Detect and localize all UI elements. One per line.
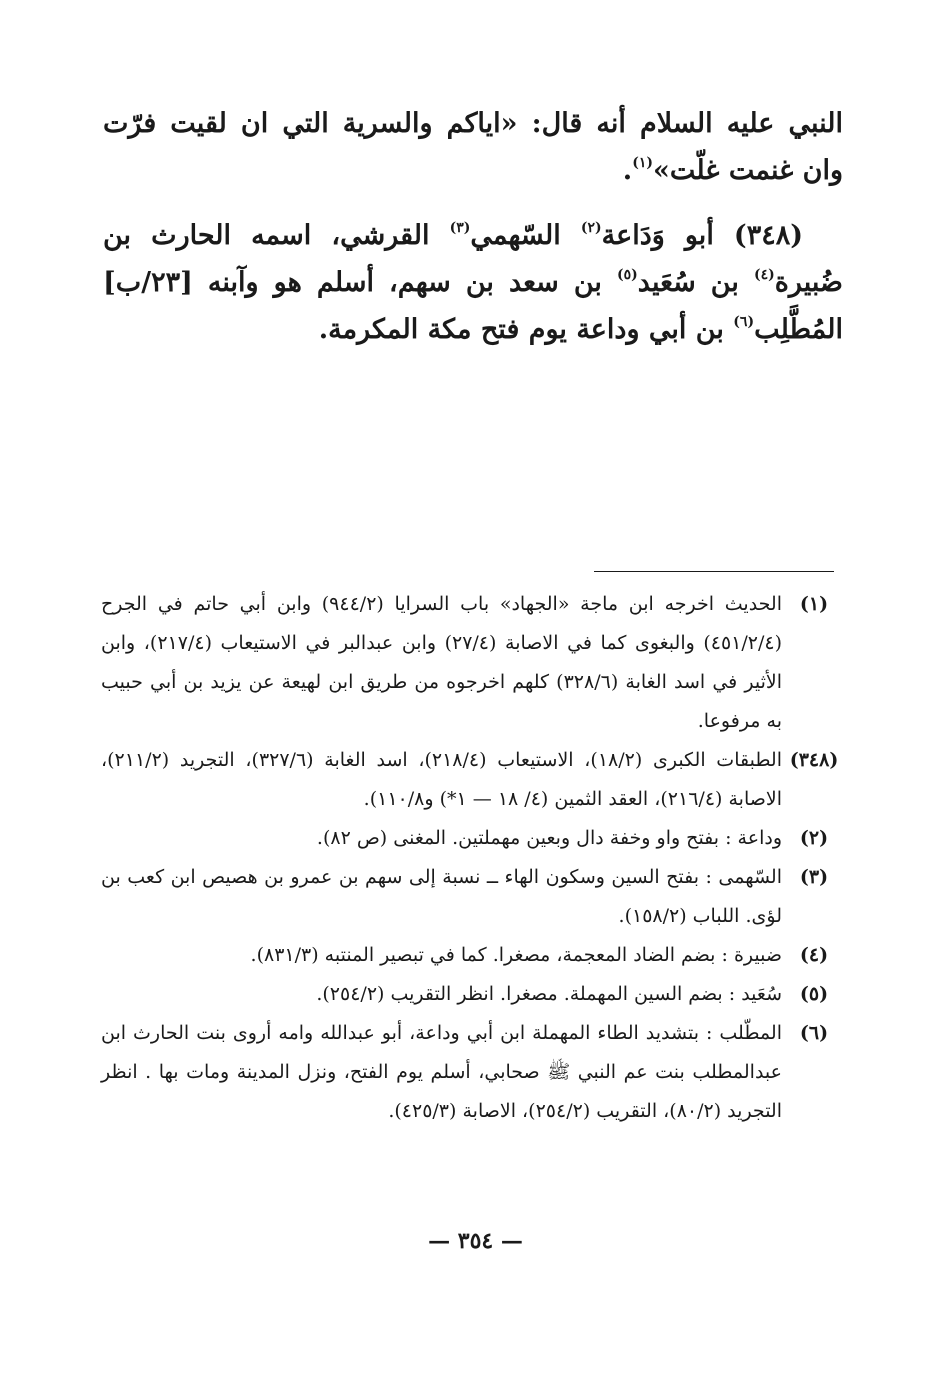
footnotes-section bbox=[101, 585, 846, 1131]
footnote-number: (٥) bbox=[799, 983, 829, 1005]
footnote-number: (٤) bbox=[799, 944, 829, 966]
footnote-ref-4: (٤) bbox=[753, 267, 775, 283]
footnote-ref-1: (١) bbox=[632, 155, 653, 171]
footnote-ref-5: (٥) bbox=[616, 267, 638, 283]
entry-text-5: بن سعد بن سهم، أسلم هو وآبنه [٢٣/ب] المُطَّلِب bbox=[103, 267, 843, 345]
page-number: — ٣٥٤ — bbox=[428, 1228, 523, 1254]
footnote-text: سُعَيد : بضم السين المهملة. مصغرا. انظر التقريب (٢٥٤/٢). bbox=[316, 983, 782, 1005]
footnote-item bbox=[101, 585, 846, 741]
footnote-text: الطبقات الكبرى (١٨/٢)، الاستيعاب (٢١٨/٤)، اسد الغابة (٣٢٧/٦)، التجريد (٢١١/٢)، الاصابة (٢١٦/٤)، العقد الثمين (٤/ ١٨ — ١*) و١١٠/٨). bbox=[101, 749, 782, 810]
footnote-separator-rule bbox=[594, 571, 834, 572]
main-paragraph-1 bbox=[103, 100, 843, 194]
entry-text-4: بن سُعَيد bbox=[637, 267, 754, 298]
footnote-number: (٣٤٨) bbox=[789, 749, 839, 771]
entry-text-2: السّهمي bbox=[470, 220, 581, 251]
footnote-ref-2: (٢) bbox=[580, 220, 602, 236]
footnote-item bbox=[101, 858, 846, 936]
paragraph-1-text: النبي عليه السلام أنه قال: «اياكم والسرية التي ان لقيت فرّت وان غنمت غلّت» bbox=[103, 108, 843, 186]
footnote-text: المطّلب : بتشديد الطاء المهملة ابن أبي وداعة، أبو عبدالله وامه أروى بنت الحارث ابن عبدالمطلب بنت عم النبي ﷺ صحابي، أسلم يوم الفتح، ونزل المدينة ومات بها . انظر التجريد (٨٠/٢)، التقريب (٢٥٤/٢)، الاصابة (٤٢٥/٣). bbox=[101, 1022, 782, 1122]
entry-text-6: بن أبي وداعة يوم فتح مكة المكرمة. bbox=[318, 314, 734, 345]
footnote-ref-6: (٦) bbox=[733, 314, 755, 330]
paragraph-1-end: . bbox=[622, 155, 633, 186]
footnote-ref-3: (٣) bbox=[449, 220, 471, 236]
footnote-item bbox=[101, 741, 846, 819]
footnote-number: (٣) bbox=[799, 866, 829, 888]
footnote-text: السّهمى : بفتح السين وسكون الهاء ــ نسبة إلى سهم بن عمرو بن هصيص ابن كعب بن لؤى. اللباب (١٥٨/٢). bbox=[101, 866, 782, 927]
footnote-text: الحديث اخرجه ابن ماجة «الجهاد» باب السرايا (٩٤٤/٢) وابن أبي حاتم في الجرح (٤٥١/٢/٤) والبغوى كما في الاصابة (٢٧/٤) وابن عبدالبر في الاستيعاب (٢١٧/٤)، وابن الأثير في اسد الغابة (٣٢٨/٦) كلهم اخرجوه من طريق ابن لهيعة عن يزيد بن أبي حبيب به مرفوعا. bbox=[101, 593, 782, 732]
footnote-item bbox=[101, 975, 846, 1014]
footnote-item bbox=[101, 936, 846, 975]
main-paragraph-entry-348 bbox=[103, 212, 843, 353]
footnote-item bbox=[101, 1014, 846, 1131]
footnote-item bbox=[101, 819, 846, 858]
footnote-text: وداعة : بفتح واو وخفة دال وبعين مهملتين. المغنى (ص ٨٢). bbox=[316, 827, 782, 849]
entry-heading: (٣٤٨) أبو وَدَاعة bbox=[601, 220, 803, 251]
footnote-number: (٦) bbox=[799, 1022, 829, 1044]
entry-text-3: القرشي، اسمه الحارث بن ضُبيرة bbox=[103, 220, 843, 298]
footnote-text: ضبيرة : بضم الضاد المعجمة، مصغرا. كما في تبصير المنتبه (٨٣١/٣). bbox=[250, 944, 782, 966]
main-body-text bbox=[103, 100, 843, 353]
footnote-number: (١) bbox=[799, 593, 829, 615]
footnote-number: (٢) bbox=[799, 827, 829, 849]
